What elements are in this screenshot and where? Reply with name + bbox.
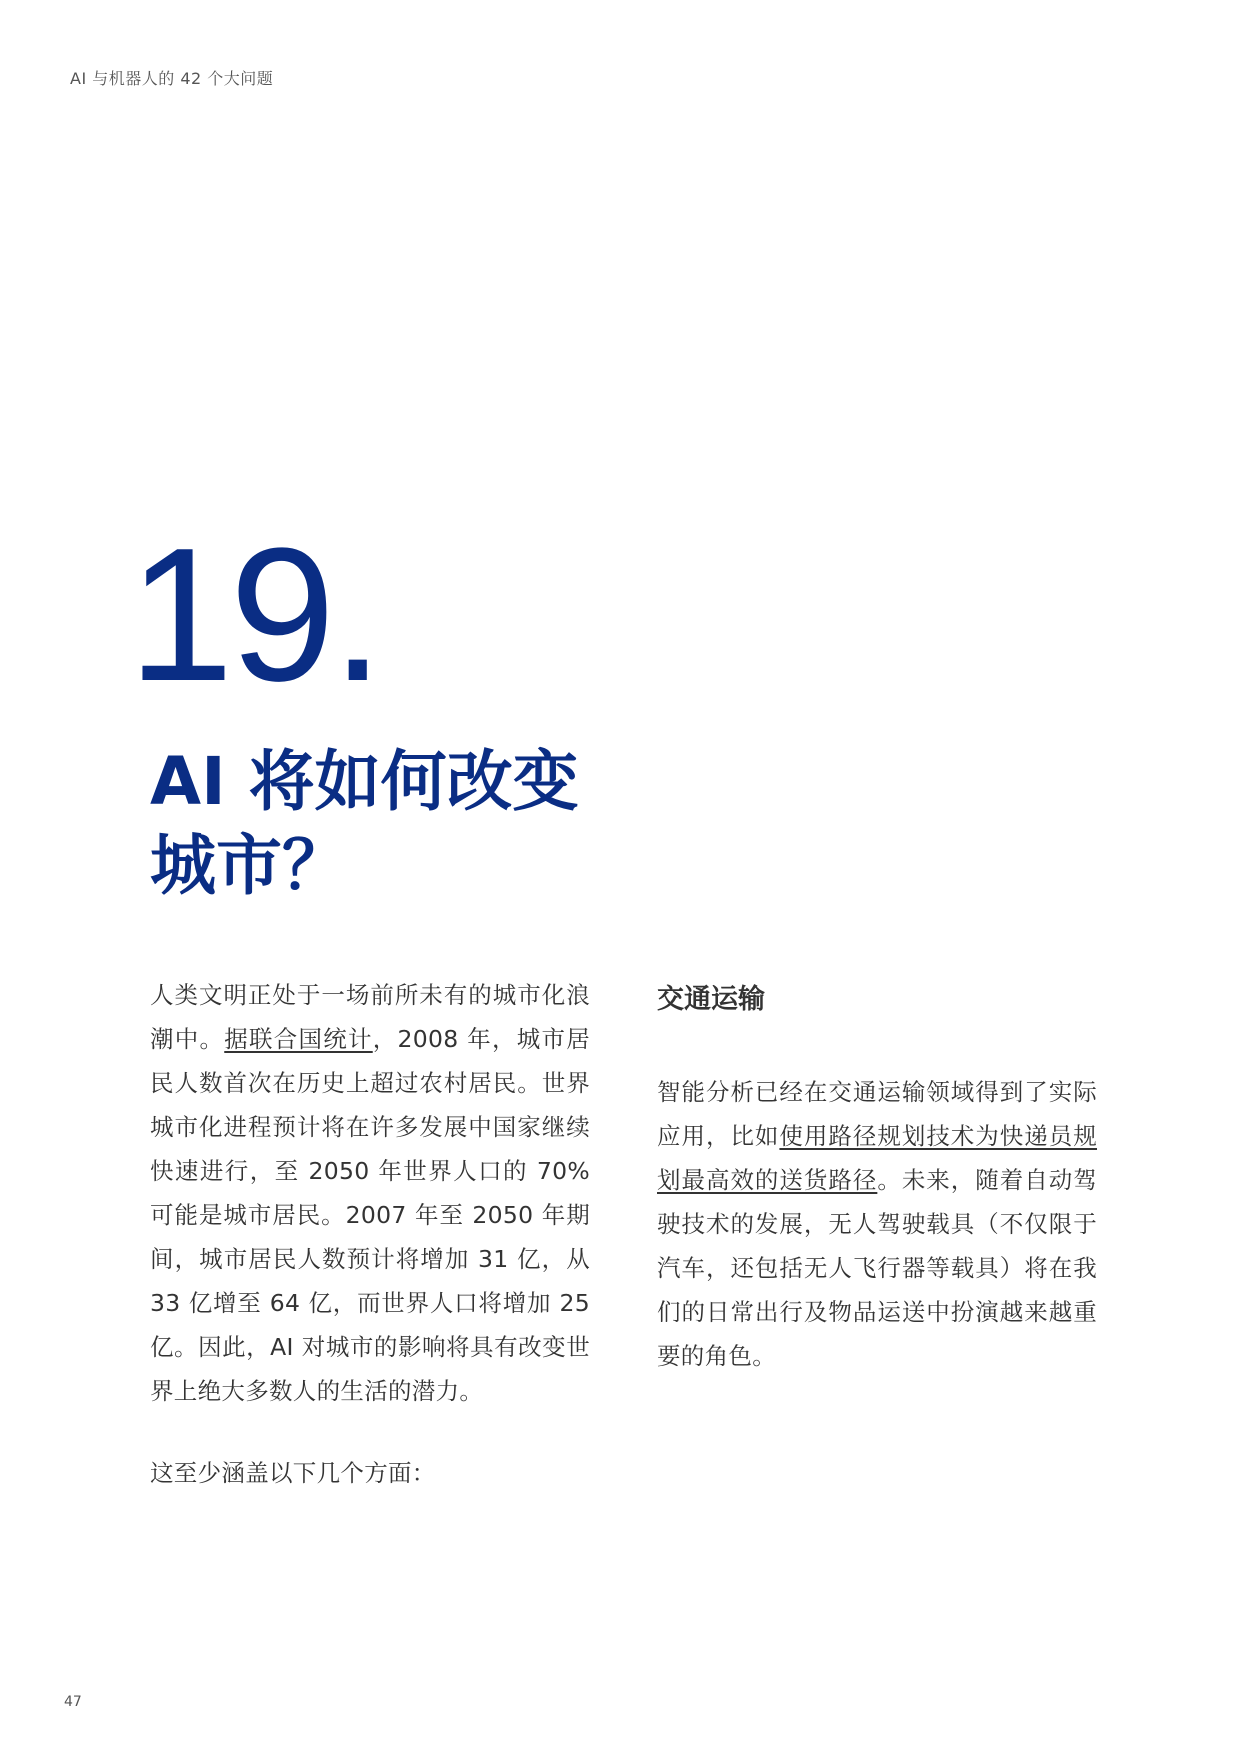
running-header: AI 与机器人的 42 个大问题 <box>70 69 274 88</box>
transport-paragraph <box>657 1070 1097 1378</box>
section-heading-transport: 交通运输 <box>657 984 765 1015</box>
aspects-intro: 这至少涵盖以下几个方面： <box>150 1459 436 1487</box>
transport-text-start: 智能分析已经在交通运输领域得到了实际应用，比如 <box>657 1078 1097 1150</box>
intro-text-end: ，2008 年，城市居民人数首次在历史上超过农村居民。世界城市化进程预计将在许多发展中国家继续快速进行，至 2050 年世界人口的 70% 可能是城市居民。2007 年至 2050 年期间，城市居民人数预计将增加 31 亿，从 33 亿增至 64 亿，而世界人口将增加 25 亿。因此，AI 对城市的影响将具有改变世界上绝大多数人的生活的潜力。 <box>150 1025 590 1405</box>
left-column <box>150 973 590 1495</box>
route-planning-link[interactable]: 使用路径规划技术为快递员规划最高效的送货路径 <box>657 1122 1098 1194</box>
right-column <box>657 980 1097 1378</box>
un-statistics-link[interactable]: 据联合国统计 <box>224 1025 373 1053</box>
chapter-number: 19. <box>128 509 381 721</box>
page-number: 47 <box>64 1694 82 1710</box>
intro-paragraph <box>150 973 590 1413</box>
transport-text-end: 。未来，随着自动驾驶技术的发展，无人驾驶载具（不仅限于汽车，还包括无人飞行器等载具）将在我们的日常出行及物品运送中扮演越来越重要的角色。 <box>657 1166 1097 1370</box>
chapter-title: AI 将如何改变城市？ <box>150 743 579 904</box>
intro-text-start: 人类文明正处于一场前所未有的城市化浪潮中。 <box>150 981 590 1053</box>
